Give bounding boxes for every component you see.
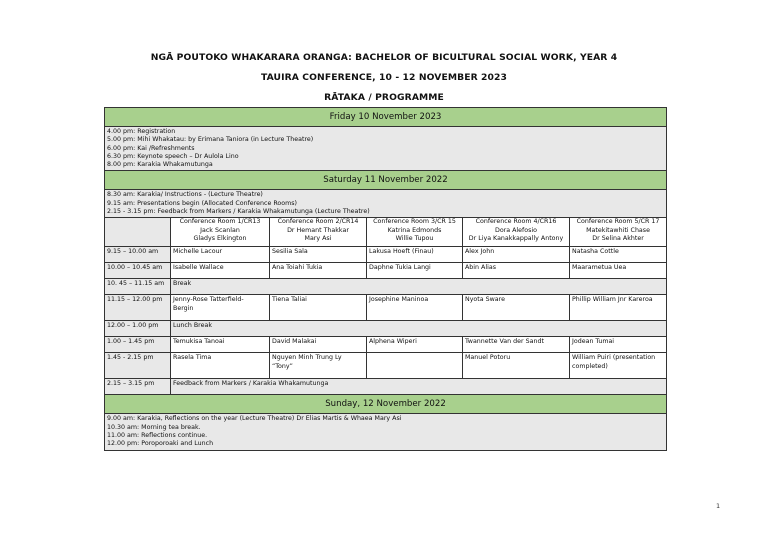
title-line-1: NGĀ POUTOKO WHAKARARA ORANGA: BACHELOR OF BICULTURAL SOCIAL WORK, YEAR 4	[150, 52, 618, 63]
presenter-name: Nyota Sware	[465, 296, 505, 304]
presenter-name: Isabelle Wallace	[173, 264, 224, 272]
session-time	[105, 321, 171, 337]
session-time	[105, 337, 171, 353]
presenter-name: David Malakai	[272, 338, 317, 346]
presenter-name: Abin Alias	[465, 264, 496, 272]
friday-heading: Friday 10 November 2023	[105, 108, 667, 127]
session-span-label: Feedback from Markers / Karakia Whakamutunga	[173, 380, 329, 388]
friday-schedule-item: 8.00 pm: Karakia Whakamutunga	[107, 161, 213, 169]
presenter-name: Jenny-Rose Tatterfield-	[173, 296, 244, 304]
presenter-cell	[270, 295, 367, 321]
presenter-cell	[367, 247, 463, 263]
sunday-schedule	[105, 414, 667, 450]
presenter-cell	[570, 295, 667, 321]
presenter-name: Twannette Van der Sandt	[465, 338, 544, 346]
presenter-name: Alphena Wiperi	[369, 338, 417, 346]
room-header-3	[367, 218, 463, 247]
presenter-cell	[463, 247, 570, 263]
session-time-label: 11.15 – 12.00 pm	[107, 296, 163, 304]
presenter-cell	[367, 263, 463, 279]
presenter-name: “Tony”	[272, 362, 293, 370]
session-span	[171, 279, 667, 295]
presenter-cell	[270, 337, 367, 353]
presenter-cell	[171, 263, 270, 279]
sunday-schedule-item: 9.00 am: Karakia, Reflections on the year (Lecture Theatre) Dr Elias Martis & Whaea Mary Asi	[107, 415, 402, 423]
presenter-name: Phillip William Jnr Kareroa	[572, 296, 653, 304]
presenter-name: Nguyen Minh Trung Ly	[272, 354, 342, 362]
presenter-name: Lakusa Hoeft (Finau)	[369, 248, 434, 256]
presenter-name: Daphne Tukia Langi	[369, 264, 431, 272]
friday-schedule	[105, 127, 667, 171]
saturday-heading: Saturday 11 November 2022	[105, 171, 667, 190]
session-span-label: Lunch Break	[173, 322, 212, 330]
room-header-line: Conference Room 5/CR 17	[576, 218, 660, 226]
room-header-blank	[105, 218, 171, 247]
room-header-line: Conference Room 4/CR16	[475, 218, 557, 226]
presenter-cell	[367, 337, 463, 353]
friday-schedule-item: 5.00 pm: Mihi Whakatau: by Erimana Taniora (in Lecture Theatre)	[107, 136, 314, 144]
session-time	[105, 295, 171, 321]
sunday-schedule-item: 10.30 am: Morning tea break.	[107, 423, 201, 431]
presenter-cell	[570, 353, 667, 379]
page-number: 1	[716, 502, 721, 510]
presenter-name: Rasela Tima	[173, 354, 212, 362]
saturday-schedule-item: 2.15 - 3.15 pm: Feedback from Markers / Karakia Whakamutunga (Lecture Theatre)	[107, 208, 370, 216]
room-header-line: Matekitawhiti Chase	[586, 226, 650, 234]
session-time-label: 10.00 – 10.45 am	[107, 264, 163, 272]
presenter-name: Jodean Tumai	[572, 338, 615, 346]
room-header-line: Dora Alefosio	[494, 226, 538, 234]
session-time-label: 1.00 – 1.45 pm	[107, 338, 155, 346]
presenter-name: Josephine Maninoa	[369, 296, 429, 304]
saturday-schedule-item: 8.30 am: Karakia/ Instructions - (Lecture Theatre)	[107, 191, 263, 199]
presenter-cell	[463, 353, 570, 379]
presenter-name: Sesilia Sala	[272, 248, 308, 256]
session-time-label: 1.45 - 2.15 pm	[107, 354, 154, 362]
presenter-name: Tiena Taliai	[272, 296, 307, 304]
session-time-label: 12.00 – 1.00 pm	[107, 322, 159, 330]
presenter-name: Manuel Potoru	[465, 354, 511, 362]
room-header-line: Jack Scanlan	[200, 226, 240, 234]
room-header-5	[570, 218, 667, 247]
friday-schedule-item: 4.00 pm: Registration	[107, 128, 176, 135]
presenter-cell	[463, 337, 570, 353]
presenter-name: Michelle Lacour	[173, 248, 223, 256]
room-header-4	[463, 218, 570, 247]
room-header-2	[270, 218, 367, 247]
sunday-schedule-item: 12.00 pm: Poroporoaki and Lunch	[107, 440, 214, 448]
session-time-label: 2.15 – 3.15 pm	[107, 380, 155, 388]
presenter-name: Temukisa Tanoai	[173, 338, 225, 346]
presenter-cell	[570, 337, 667, 353]
presenter-cell	[570, 247, 667, 263]
presenter-cell	[463, 295, 570, 321]
room-header-line: Gladys Elkington	[193, 234, 247, 242]
room-header-line: Dr Liya Kanakkappally Antony	[468, 234, 564, 242]
presenter-cell	[367, 353, 463, 379]
session-time	[105, 353, 171, 379]
saturday-schedule	[105, 190, 667, 218]
presenter-cell	[171, 337, 270, 353]
saturday-schedule-item: 9.15 am: Presentations begin (Allocated Conference Rooms)	[107, 199, 298, 207]
session-time-label: 10. 45 – 11.15 am	[107, 280, 165, 288]
presenter-name: Maarametua Uea	[572, 264, 627, 272]
presenter-cell	[270, 263, 367, 279]
room-header-line: Willie Tupou	[395, 234, 434, 242]
presenter-name: Bergin	[173, 304, 194, 312]
presenter-cell	[570, 263, 667, 279]
presenter-cell	[463, 263, 570, 279]
presenter-name: Ana Toiahi Tukia	[272, 264, 323, 272]
presenter-cell	[171, 353, 270, 379]
session-time	[105, 247, 171, 263]
sunday-heading: Sunday, 12 November 2022	[105, 395, 667, 414]
session-span	[171, 321, 667, 337]
presenter-cell	[171, 247, 270, 263]
presenter-cell	[270, 247, 367, 263]
presenter-cell	[270, 353, 367, 379]
title-line-3: RĀTAKA / PROGRAMME	[324, 92, 444, 103]
room-header-1	[171, 218, 270, 247]
session-time	[105, 379, 171, 395]
room-header-line: Conference Room 1/CR13	[179, 218, 261, 226]
room-header-line: Katrina Edmonds	[387, 226, 442, 234]
friday-schedule-item: 6.30 pm: Keynote speech – Dr Aulola Lino	[107, 152, 239, 160]
room-header-line: Mary Asi	[304, 234, 332, 242]
session-time	[105, 263, 171, 279]
presenter-cell	[367, 295, 463, 321]
room-header-line: Conference Room 2/CR14	[277, 218, 359, 226]
session-span-label: Break	[173, 280, 192, 288]
presenter-cell	[171, 295, 270, 321]
sunday-schedule-item: 11.00 am: Reflections continue.	[107, 431, 208, 439]
session-time	[105, 279, 171, 295]
session-time-label: 9.15 – 10.00 am	[107, 248, 159, 256]
room-header-line: Conference Room 3/CR 15	[373, 218, 456, 226]
room-header-line: Dr Hemant Thakkar	[287, 226, 349, 234]
title-line-2: TAUIRA CONFERENCE, 10 - 12 NOVEMBER 2023	[260, 72, 508, 83]
friday-schedule-item: 6.00 pm: Kai /Refreshments	[107, 144, 195, 152]
presenter-name: Natasha Cottle	[572, 248, 619, 256]
session-span	[171, 379, 667, 395]
presenter-name: completed)	[572, 362, 608, 370]
document-titles	[0, 48, 768, 108]
presenter-name: Alex John	[465, 248, 495, 256]
room-header-line: Dr Selina Akhter	[592, 234, 644, 242]
presenter-name: William Puiri (presentation	[572, 354, 656, 362]
programme-table	[104, 107, 667, 451]
